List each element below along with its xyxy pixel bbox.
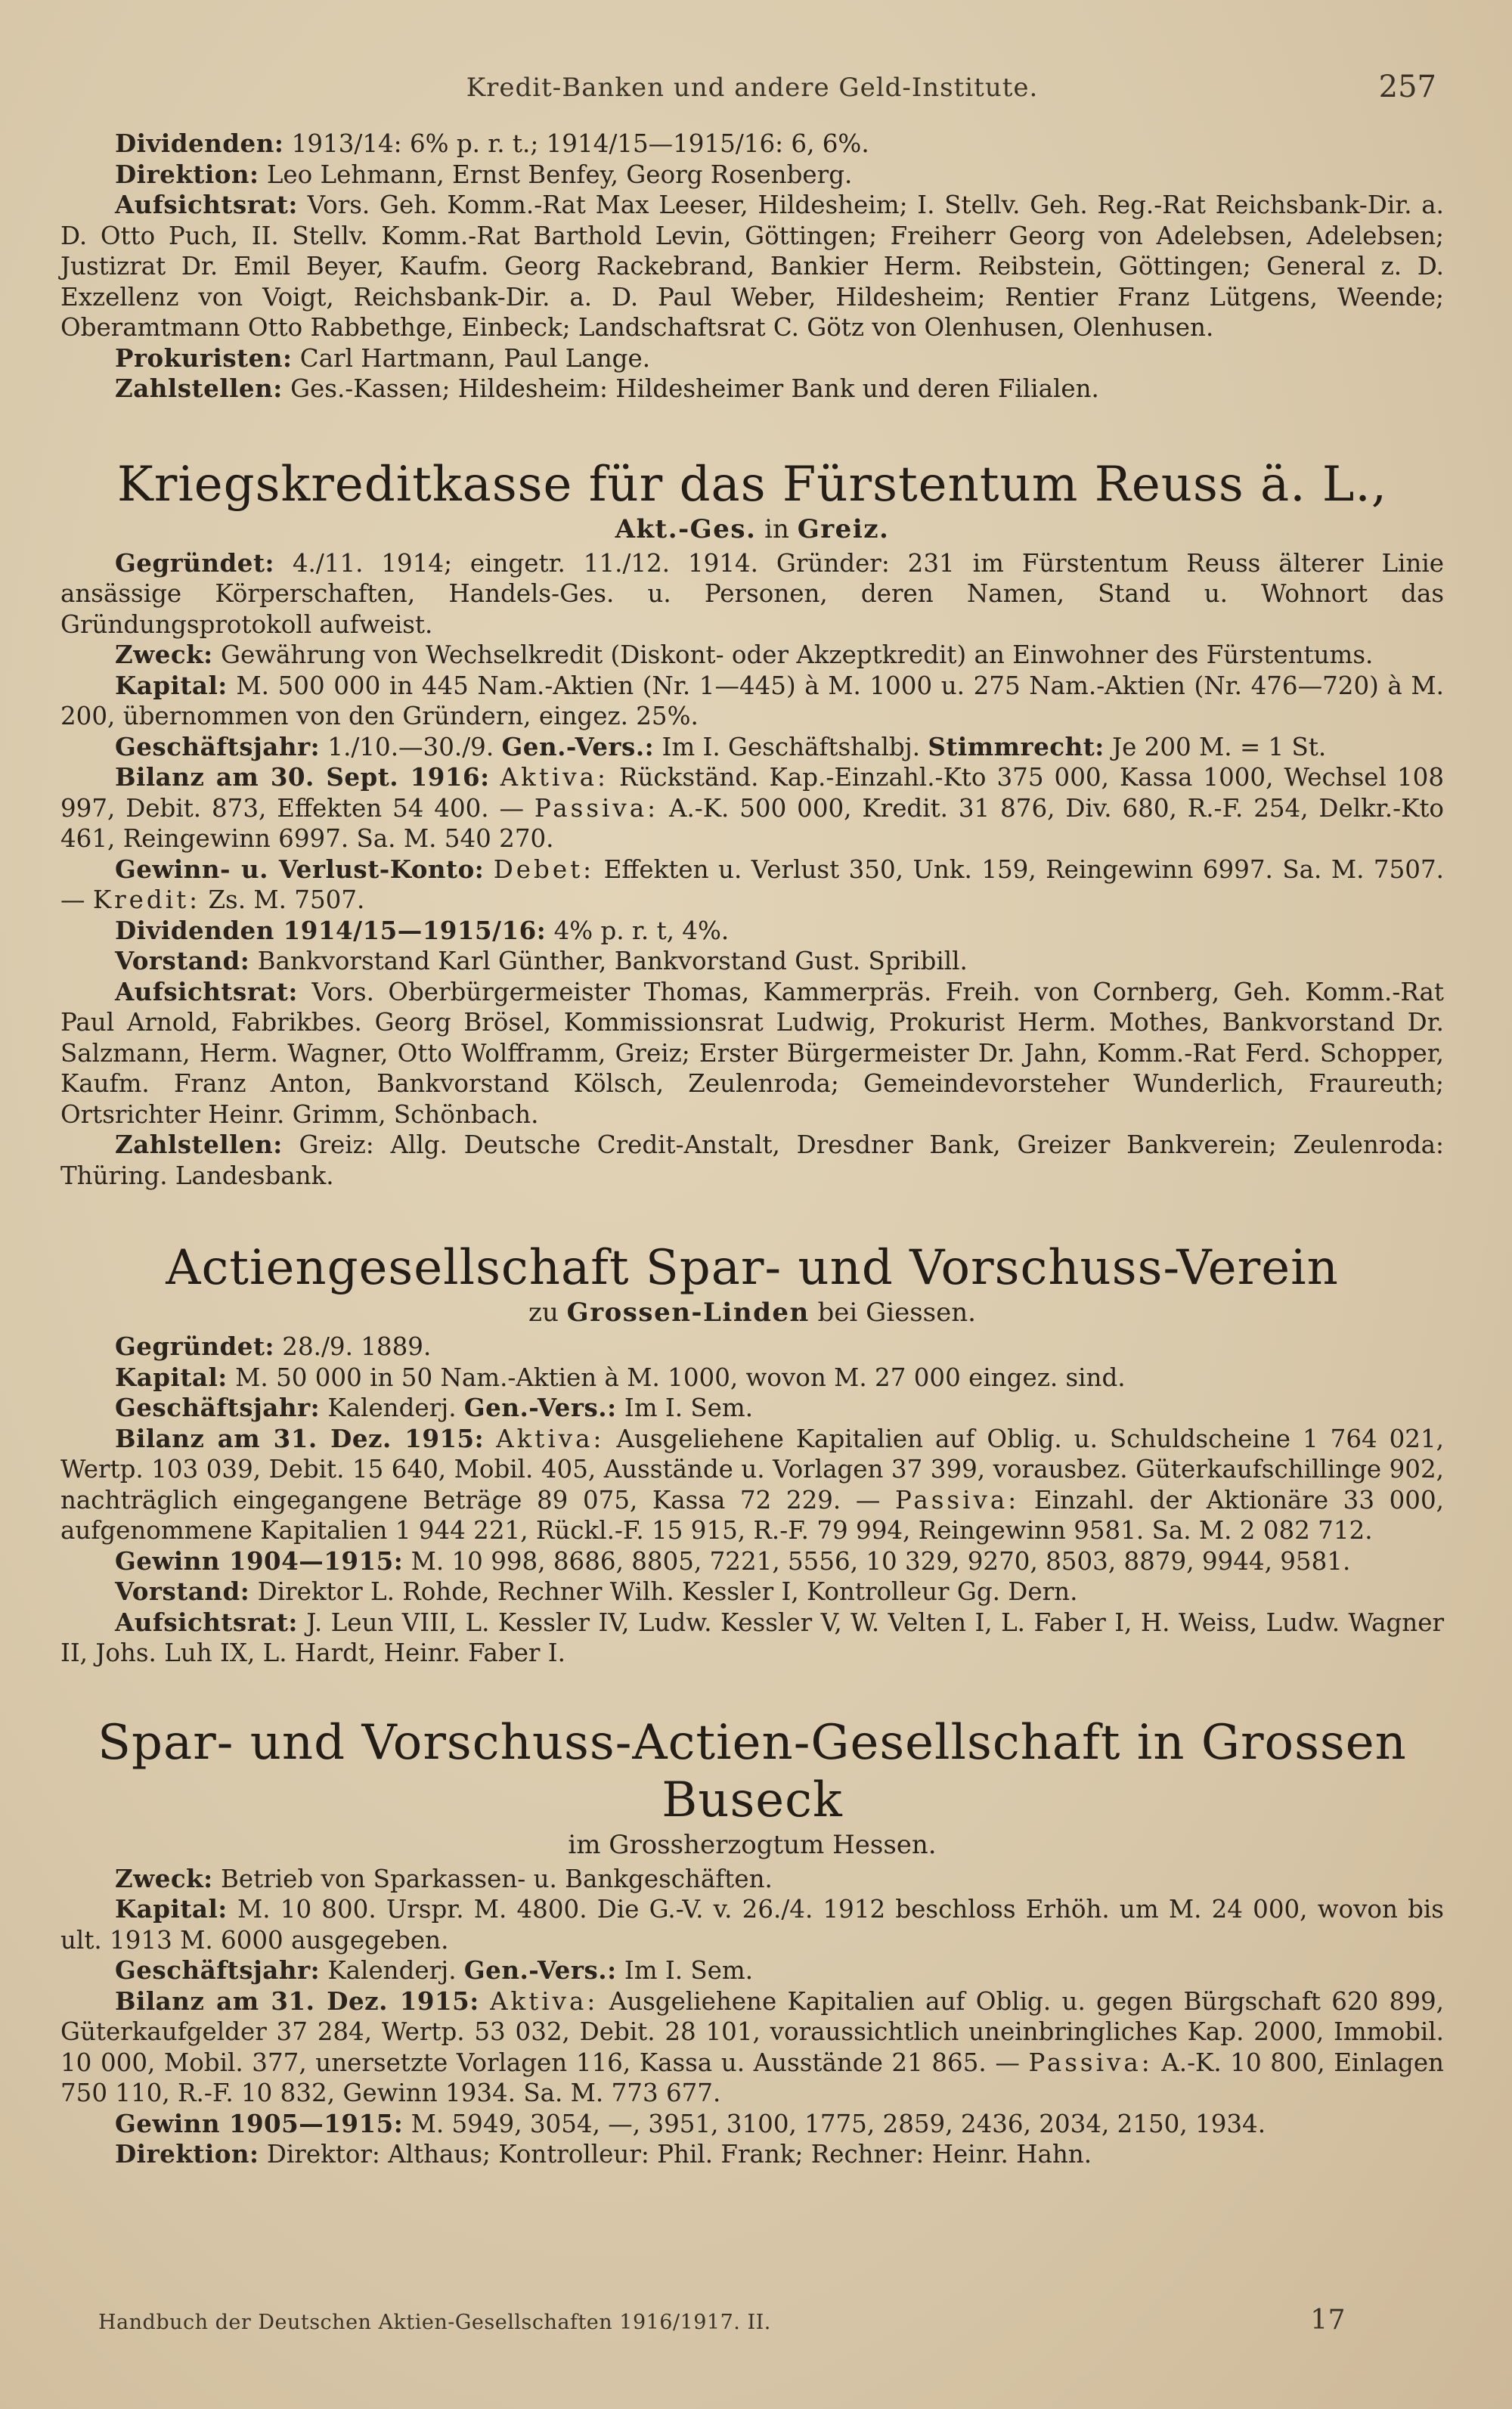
entry-grossen-buseck [60, 1714, 1444, 2170]
kapital-line [60, 1363, 1444, 1394]
vorstand-label: Vorstand: [115, 946, 250, 975]
entry-subtitle [60, 1297, 1444, 1329]
entry-spar-vorschuss-verein [60, 1239, 1444, 1669]
footer-folio: 17 [1310, 2305, 1346, 2336]
gewinn-verlust-label: Gewinn- u. Verlust-Konto: [115, 854, 485, 884]
gewinn-verlust-paragraph [60, 854, 1444, 916]
gewinn-text: M. 10 998, 8686, 8805, 7221, 5556, 10 329, 9270, 8503, 8879, 9944, 9581. [403, 1546, 1351, 1576]
aktiva-label: Aktiva: [490, 1986, 599, 2016]
kapital-label: Kapital: [115, 670, 228, 700]
gegruendet-label: Gegründet: [115, 1332, 274, 1361]
passiva-text: Einzahl. der Aktionäre 33 000, aufgenommene Kapitalien 1 944 221, Rückl.-F. 15 915, R.-F. 79 994, Reingewinn 9581. Sa. M. 2 082 712. [60, 1485, 1444, 1545]
subtitle-suffix: bei Giessen. [809, 1298, 976, 1328]
zweck-label: Zweck: [115, 1863, 213, 1893]
aufsichtsrat-label: Aufsichtsrat: [115, 190, 298, 219]
vorstand-text: Direktor L. Rohde, Rechner Wilh. Kessler I, Kontrolleur Gg. Dern. [249, 1577, 1078, 1606]
stimmrecht-label: Stimmrecht: [928, 731, 1105, 761]
running-head: Kredit-Banken und andere Geld-Institute. [466, 73, 1039, 103]
kapital-paragraph [60, 1894, 1444, 1955]
zweck-line [60, 1864, 1444, 1895]
zahlstellen-text: Ges.-Kassen; Hildesheim: Hildesheimer Bank und deren Filialen. [282, 374, 1099, 403]
geschaeftsjahr-line [60, 1955, 1444, 1986]
aktiva-label: Aktiva: [500, 763, 609, 792]
entry-title: Actiengesellschaft Spar- und Vorschuss-Verein [166, 1240, 1339, 1296]
dividenden-text: 1913/14: 6% p. r. t.; 1914/15—1915/16: 6, 6%. [284, 129, 869, 158]
gegruendet-text: 28./9. 1889. [274, 1332, 432, 1361]
subtitle-connector: in [756, 513, 798, 544]
subtitle-connector: zu [528, 1298, 567, 1328]
kredit-label: Kredit: [92, 885, 201, 914]
direktion-line [60, 160, 1444, 191]
gewinn-label: Gewinn 1904—1915: [115, 1546, 404, 1576]
dividenden-label: Dividenden: [115, 129, 284, 158]
entry-subtitle: im Grossherzogtum Hessen. [568, 1829, 937, 1860]
gegruendet-paragraph [60, 548, 1444, 640]
entry-subtitle [60, 513, 1444, 545]
genvers-label: Gen.-Vers.: [463, 1955, 617, 1985]
gewinn-text: M. 5949, 3054, —, 3951, 3100, 1775, 2859, 2436, 2034, 2150, 1934. [403, 2109, 1266, 2138]
geschaeftsjahr-label: Geschäftsjahr: [115, 1393, 321, 1422]
entry-kriegskreditkasse [60, 456, 1444, 1192]
page-footer [98, 2305, 1361, 2336]
kapital-text: M. 10 800. Urspr. M. 4800. Die G.-V. v. 26./4. 1912 beschloss Erhöh. um M. 24 000, wovon bis ult. 1913 M. 6000 ausgegeben. [60, 1895, 1444, 1955]
entry-title: Kriegskreditkasse für das Fürstentum Reuss ä. L., [116, 456, 1388, 513]
aktiva-label: Aktiva: [496, 1424, 605, 1453]
passiva-text: A.-K. 10 800, Einlagen 750 110, R.-F. 10 832, Gewinn 1934. Sa. M. 773 677. [60, 2048, 1444, 2107]
geschaeftsjahr-text: 1./10.—30./9. [320, 732, 502, 761]
gegruendet-label: Gegründet: [115, 547, 274, 578]
dividenden-text: 4% p. r. t, 4%. [546, 916, 730, 945]
dividenden-label: Dividenden 1914/15—1915/16: [115, 915, 547, 945]
direktion-line [60, 2139, 1444, 2170]
kapital-label: Kapital: [115, 1362, 228, 1392]
genvers-text: Im I. Sem. [616, 1956, 754, 1985]
gewinn-label: Gewinn 1905—1915: [115, 2108, 404, 2138]
zahlstellen-text: Greiz: Allg. Deutsche Credit-Anstalt, Dresdner Bank, Greizer Bankverein; Zeulenroda: Thüring. Landesbank. [60, 1130, 1444, 1190]
gegruendet-text: 4./11. 1914; eingetr. 11./12. 1914. Gründer: 231 im Fürstentum Reuss älterer Linie ansässige Körperschaften, Handels-Ges. u. Personen, deren Namen, Stand u. Wohnort das Gründungsprotokoll aufweist. [60, 548, 1444, 639]
debet-label: Debet: [493, 854, 595, 884]
aktiva-text: Rückständ. Kap.-Einzahl.-Kto 375 000, Kassa 1000, Wechsel 108 997, Debit. 873, Effekten 54 400. — [60, 763, 1445, 823]
geschaeftsjahr-text: Kalenderj. [320, 1956, 464, 1985]
zweck-paragraph [60, 640, 1444, 671]
aufsichtsrat-label: Aufsichtsrat: [115, 976, 298, 1006]
passiva-label: Passiva: [534, 793, 659, 823]
bilanz-paragraph [60, 1986, 1444, 2109]
geschaeftsjahr-text: Kalenderj. [320, 1394, 464, 1422]
vorstand-line [60, 1577, 1444, 1608]
zweck-label: Zweck: [115, 640, 213, 669]
direktion-label: Direktion: [115, 159, 259, 189]
genvers-label: Gen.-Vers.: [463, 1393, 617, 1422]
genvers-text: Im I. Geschäftshalbj. [654, 732, 928, 761]
zahlstellen-paragraph [60, 1130, 1444, 1191]
zahlstellen-label: Zahlstellen: [115, 374, 283, 403]
kapital-text: M. 500 000 in 445 Nam.-Aktien (Nr. 1—445) à M. 1000 u. 275 Nam.-Aktien (Nr. 476—720) à M. 200, übernommen von den Gründern, eingez. 25%. [60, 671, 1444, 730]
geschaeftsjahr-line [60, 732, 1444, 763]
kapital-paragraph [60, 671, 1444, 732]
aufsichtsrat-paragraph [60, 977, 1444, 1130]
zahlstellen-label: Zahlstellen: [115, 1130, 283, 1159]
kredit-text: Zs. M. 7507. [200, 885, 365, 914]
direktion-text: Leo Lehmann, Ernst Benfey, Georg Rosenberg. [259, 160, 853, 189]
entry-title: Spar- und Vorschuss-Actien-Gesellschaft in Grossen Buseck [98, 1714, 1407, 1828]
aufsichtsrat-paragraph [60, 1608, 1444, 1669]
aufsichtsrat-label: Aufsichtsrat: [115, 1607, 298, 1637]
bilanz-paragraph [60, 762, 1444, 854]
genvers-label: Gen.-Vers.: [501, 731, 655, 761]
vorstand-line [60, 946, 1444, 977]
vorstand-label: Vorstand: [115, 1577, 250, 1606]
bilanz-label: Bilanz am 31. Dez. 1915: [115, 1423, 485, 1453]
prokuristen-label: Prokuristen: [115, 343, 293, 373]
zweck-text: Gewährung von Wechselkredit (Diskont- oder Akzeptkredit) an Einwohner des Fürstentums. [212, 640, 1374, 669]
passiva-text: A.-K. 500 000, Kredit. 31 876, Div. 680, R.-F. 254, Delkr.-Kto 461, Reingewinn 6997. Sa. M. 540 270. [60, 793, 1444, 853]
aufsichtsrat-text: Vors. Oberbürgermeister Thomas, Kammerpräs. Freih. von Cornberg, Geh. Komm.-Rat Paul Arnold, Fabrikbes. Georg Brösel, Kommissionsrat Ludwig, Prokurist Herm. Mothes, Bankvorstand Dr. Salzmann, Herm. Wagner, Otto Wolfframm, Greiz; Erster Bürgermeister Dr. Jahn, Komm.-Rat Ferd. Schopper, Kaufm. Franz Anton, Bankvorstand Kölsch, Zeulenroda; Gemeindevorsteher Wunderlich, Fraureuth; Ortsrichter Heinr. Grimm, Schönbach. [60, 977, 1444, 1129]
gewinn-line [60, 1546, 1444, 1577]
passiva-label: Passiva: [894, 1485, 1020, 1515]
top-entry-continuation [60, 129, 1444, 405]
aufsichtsrat-text: Vors. Geh. Komm.-Rat Max Leeser, Hildesheim; I. Stellv. Geh. Reg.-Rat Reichsbank-Dir. a. D. Otto Puch, II. Stellv. Komm.-Rat Barthold Levin, Göttingen; Freiherr Georg von Adelebsen, Adelebsen; Justizrat Dr. Emil Beyer, Kaufm. Georg Rackebrand, Bankier Herm. Reibstein, Göttingen; General z. D. Exzellenz von Voigt, Reichsbank-Dir. a. D. Paul Weber, Hildesheim; Rentier Franz Lütgens, Weende; Oberamtmann Otto Rabbethge, Einbeck; Landschaftsrat C. Götz von Olenhusen, Olenhusen. [60, 191, 1444, 342]
subtitle-place: Greiz. [797, 513, 890, 544]
page-number: 257 [1378, 70, 1436, 104]
aktiva-text: Ausgeliehene Kapitalien auf Oblig. u. gegen Bürgschaft 620 899, Güterkaufgelder 37 284, Wertp. 53 032, Debit. 28 101, voraussichtlich uneinbringliches Kap. 2000, Immobil. 10 000, Mobil. 377, unersetzte Vorlagen 116, Kassa u. Ausstände 21 865. — [60, 1986, 1445, 2077]
kapital-label: Kapital: [115, 1894, 228, 1924]
zahlstellen-line [60, 374, 1444, 405]
geschaeftsjahr-label: Geschäftsjahr: [115, 1955, 321, 1985]
dividenden-line [60, 916, 1444, 947]
aufsichtsrat-paragraph [60, 190, 1444, 343]
stimmrecht-text: Je 200 M. = 1 St. [1104, 732, 1327, 761]
aktiva-text: Ausgeliehene Kapitalien auf Oblig. u. Schuldscheine 1 764 021, Wertp. 103 039, Debit. 15 640, Mobil. 405, Ausstände u. Vorlagen 37 399, vorausbez. Güterkaufschillinge 902, nachträglich eingegangene Beträge 89 075, Kassa 72 229. — [60, 1424, 1444, 1515]
subtitle-place: Grossen-Linden [566, 1298, 810, 1328]
subtitle-company-form: Akt.-Ges. [615, 513, 757, 544]
gewinn-line [60, 2109, 1444, 2140]
direktion-label: Direktion: [115, 2139, 259, 2169]
debet-text: Effekten u. Verlust 350, Unk. 159, Reingewinn 6997. Sa. M. 7507. — [60, 854, 1444, 914]
bilanz-paragraph [60, 1424, 1444, 1546]
genvers-text: Im I. Sem. [616, 1394, 754, 1422]
gegruendet-line [60, 1332, 1444, 1363]
direktion-text: Direktor: Althaus; Kontrolleur: Phil. Frank; Rechner: Heinr. Hahn. [259, 2140, 1092, 2169]
passiva-label: Passiva: [1028, 2048, 1153, 2077]
geschaeftsjahr-line [60, 1393, 1444, 1424]
kapital-text: M. 50 000 in 50 Nam.-Aktien à M. 1000, wovon M. 27 000 eingez. sind. [227, 1363, 1126, 1392]
footer-source: Handbuch der Deutschen Aktien-Gesellschaften 1916/1917. II. [98, 2311, 771, 2334]
dividenden-line [60, 129, 1444, 160]
prokuristen-text: Carl Hartmann, Paul Lange. [292, 343, 651, 373]
bilanz-label: Bilanz am 30. Sept. 1916: [115, 762, 490, 792]
geschaeftsjahr-label: Geschäftsjahr: [115, 731, 321, 761]
prokuristen-line [60, 343, 1444, 374]
zweck-text: Betrieb von Sparkassen- u. Bankgeschäften. [212, 1864, 773, 1893]
page-header [60, 70, 1444, 118]
vorstand-text: Bankvorstand Karl Günther, Bankvorstand Gust. Spribill. [249, 947, 968, 975]
bilanz-label: Bilanz am 31. Dez. 1915: [115, 1986, 479, 2016]
aufsichtsrat-text: J. Leun VIII, L. Kessler IV, Ludw. Kessler V, W. Velten I, L. Faber I, H. Weiss, Ludw. Wagner II, Johs. Luh IX, L. Hardt, Heinr. Faber I. [60, 1608, 1444, 1667]
